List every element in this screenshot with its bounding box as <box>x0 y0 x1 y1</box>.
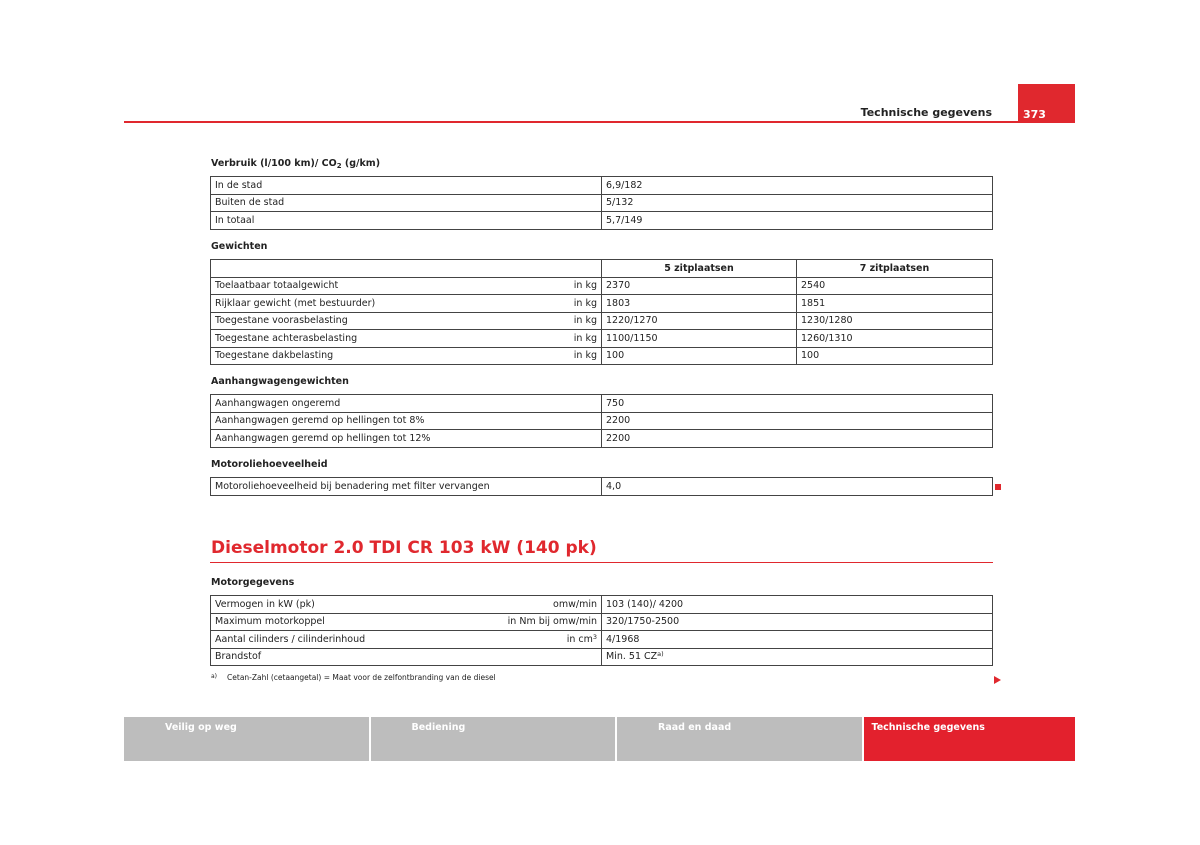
row-unit: in kg <box>573 315 597 327</box>
table-row <box>211 330 993 348</box>
table-row <box>211 648 993 666</box>
engine-table <box>210 595 993 666</box>
row-value: 100 <box>602 347 797 365</box>
table-row <box>211 631 993 649</box>
consumption-table <box>210 176 993 230</box>
row-label: Toegestane voorasbelasting <box>215 315 348 327</box>
next-page-arrow-icon[interactable] <box>994 676 1001 684</box>
page-number: 373 <box>1018 84 1075 123</box>
row-unit: in kg <box>573 297 597 309</box>
table-row <box>211 412 993 430</box>
chapter-title: Dieselmotor 2.0 TDI CR 103 kW (140 pk) <box>211 538 597 558</box>
nav-tab-technische-gegevens[interactable]: Technische gegevens <box>864 717 1076 761</box>
row-unit: in kg <box>573 332 597 344</box>
oil-table <box>210 477 993 496</box>
row-value: 103 (140)/ 4200 <box>602 596 993 614</box>
row-value: 2200 <box>602 430 993 448</box>
table-row <box>211 478 993 496</box>
row-value: 320/1750-2500 <box>602 613 993 631</box>
row-label: Aanhangwagen ongeremd <box>211 395 602 413</box>
row-value: 5,7/149 <box>602 212 993 230</box>
oil-title: Motoroliehoeveelheid <box>211 459 328 470</box>
row-label: Maximum motorkoppel <box>215 616 325 628</box>
footnote-ref[interactable]: a) <box>657 650 664 659</box>
row-unit: in Nm bij omw/min <box>507 616 597 628</box>
table-row <box>211 613 993 631</box>
row-value: 1260/1310 <box>797 330 993 348</box>
table-row <box>211 596 993 614</box>
row-label: Toegestane dakbelasting <box>215 350 334 362</box>
row-unit: in $cm^3$ <box>566 632 597 645</box>
row-value: 100 <box>797 347 993 365</box>
table-row <box>211 177 993 195</box>
row-label: Brandstof <box>215 651 262 663</box>
row-value: 750 <box>602 395 993 413</box>
row-label: Toelaatbaar totaalgewicht <box>215 280 339 292</box>
weights-title: Gewichten <box>211 241 268 252</box>
row-value: 4,0 <box>602 478 993 496</box>
row-value: 1220/1270 <box>602 312 797 330</box>
table-header-row <box>211 260 993 278</box>
row-label: Buiten de stad <box>211 194 602 212</box>
section-end-marker <box>995 484 1001 490</box>
row-unit: in kg <box>573 280 597 292</box>
row-label: Aanhangwagen geremd op hellingen tot 8% <box>211 412 602 430</box>
col-header: 5 zitplaatsen <box>602 260 797 278</box>
table-row <box>211 312 993 330</box>
row-value: 2200 <box>602 412 993 430</box>
row-value: 1803 <box>602 295 797 313</box>
table-row <box>211 194 993 212</box>
consumption-title: Verbruik (l/100 km)/ $CO_2$ (g/km) <box>211 158 381 170</box>
header-title: Technische gegevens <box>860 106 992 119</box>
row-label: Aantal cilinders / cilinderinhoud <box>215 633 366 645</box>
row-value: 4/1968 <box>602 631 993 649</box>
row-label: Aanhangwagen geremd op hellingen tot 12% <box>211 430 602 448</box>
bottom-nav <box>124 717 1075 761</box>
nav-tab-raad-en-daad[interactable]: Raad en daad <box>617 717 862 761</box>
table-row <box>211 430 993 448</box>
col-header: 7 zitplaatsen <box>797 260 993 278</box>
header-rule <box>124 121 1018 123</box>
row-label: Toegestane achterasbelasting <box>215 332 358 344</box>
trailer-table <box>210 394 993 448</box>
row-unit: omw/min <box>553 598 597 610</box>
weights-table <box>210 259 993 365</box>
row-value: 2370 <box>602 277 797 295</box>
row-label: Vermogen in kW (pk) <box>215 598 315 610</box>
table-row <box>211 347 993 365</box>
nav-tab-veilig-op-weg[interactable]: Veilig op weg <box>124 717 369 761</box>
row-value: 5/132 <box>602 194 993 212</box>
trailer-title: Aanhangwagengewichten <box>211 376 349 387</box>
row-value: 1851 <box>797 295 993 313</box>
table-row <box>211 395 993 413</box>
row-label: Motoroliehoeveelheid bij benadering met filter vervangen <box>211 478 602 496</box>
footnote: $^{a)}$ Cetan-Zahl (cetaangetal) = Maat voor de zelfontbranding van de diesel <box>211 673 496 682</box>
row-value: 2540 <box>797 277 993 295</box>
table-row <box>211 212 993 230</box>
row-label: In de stad <box>211 177 602 195</box>
engine-title: Motorgegevens <box>211 577 295 588</box>
row-label: In totaal <box>211 212 602 230</box>
row-value: 1230/1280 <box>797 312 993 330</box>
row-label: Rijklaar gewicht (met bestuurder) <box>215 297 376 309</box>
chapter-rule <box>210 562 993 563</box>
row-value: 1100/1150 <box>602 330 797 348</box>
row-value: Min. 51 CZ$^{a)}$ <box>602 648 993 666</box>
table-row <box>211 295 993 313</box>
row-value: 6,9/182 <box>602 177 993 195</box>
row-unit: in kg <box>573 350 597 362</box>
table-row <box>211 277 993 295</box>
nav-tab-bediening[interactable]: Bediening <box>371 717 616 761</box>
